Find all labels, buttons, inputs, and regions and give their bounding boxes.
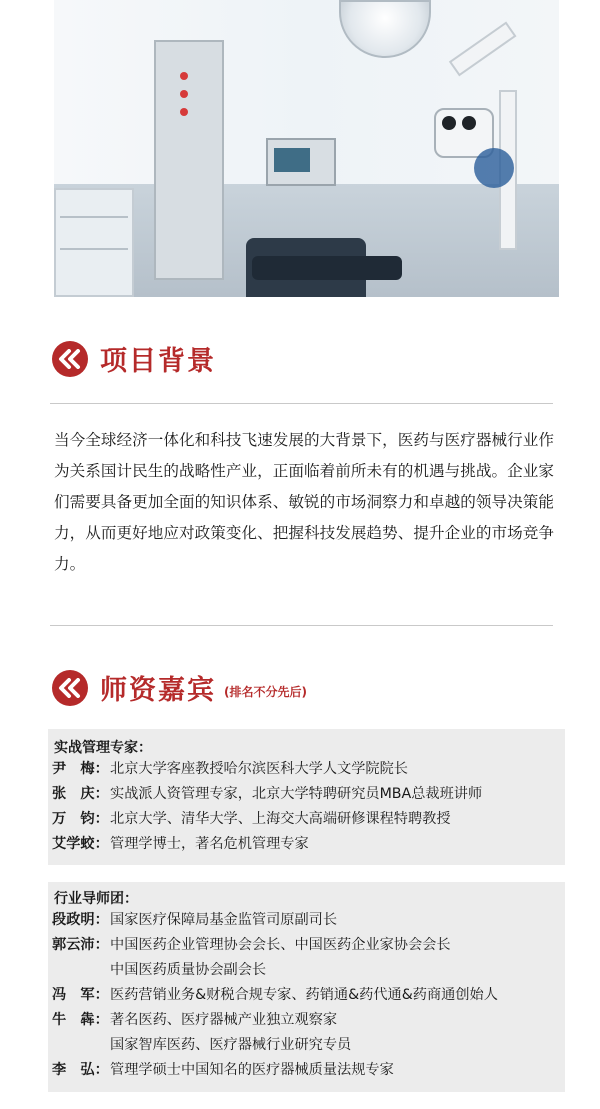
list-item [48, 782, 565, 807]
person-name [48, 958, 110, 983]
double-chevron-left-icon [52, 670, 88, 706]
hero-monitor-screen [274, 148, 310, 172]
background-section-header [52, 339, 216, 378]
hero-monitor [266, 138, 336, 186]
section-title: 项目背景 [100, 346, 216, 377]
divider [50, 403, 553, 404]
person-desc: 管理学博士，著名危机管理专家 [110, 836, 309, 852]
person-desc: 国家智库医药、医疗器械行业研究专员 [110, 1037, 352, 1053]
person-desc: 著名医药、医疗器械产业独立观察家 [110, 1012, 338, 1028]
person-desc: 中国医药企业管理协会会长、中国医药企业家协会会长 [110, 937, 451, 953]
person-name: 牛 犇： [52, 1012, 109, 1028]
background-paragraph: 当今全球经济一体化和科技飞速发展的大背景下，医药与医疗器械行业作为关系国计民生的战略性产业，正面临着前所未有的机遇与挑战。企业家们需要具备更加全面的知识体系、敏锐的市场洞察力和卓越的领导决策能力，从而更好地应对政策变化、把握科技发展趋势、提升企业的市场竞争力。 [54, 431, 554, 573]
hero-light [180, 90, 188, 98]
list-item [48, 1008, 565, 1033]
practical-experts-panel [48, 729, 565, 865]
person-desc: 管理学硕士中国知名的医疗器械质量法规专家 [110, 1062, 394, 1078]
hero-image [54, 0, 559, 297]
person-desc: 实战派人资管理专家，北京大学特聘研究员MBA总裁班讲师 [110, 786, 483, 802]
list-item [48, 933, 565, 958]
section-title: 师资嘉宾 [100, 675, 216, 706]
person-name: 尹 梅： [52, 761, 109, 777]
person-name: 万 钧： [52, 811, 109, 827]
list-item [48, 958, 565, 983]
divider [50, 625, 553, 626]
person-name: 李 弘： [52, 1062, 109, 1078]
list-item [48, 832, 565, 857]
person-desc: 中国医药质量协会副会长 [110, 962, 267, 978]
list-item [48, 1033, 565, 1058]
list-item [48, 983, 565, 1008]
person-name: 张 庆： [52, 786, 109, 802]
person-name [48, 1033, 110, 1058]
person-desc: 国家医疗保障局基金监管司原副司长 [110, 912, 338, 928]
person-desc: 医药营销业务&财税合规专家、药销通&药代通&药商通创始人 [110, 987, 498, 1003]
person-name: 段政明： [52, 912, 109, 928]
list-item [48, 1058, 565, 1083]
industry-mentors-panel [48, 882, 565, 1092]
person-desc: 北京大学客座教授哈尔滨医科大学人文学院院长 [110, 761, 408, 777]
hero-equipment-rack [154, 40, 224, 280]
section-note: (排名不分先后) [224, 685, 307, 699]
person-desc: 北京大学、清华大学、上海交大高端研修课程特聘教授 [110, 811, 451, 827]
faculty-section-header [52, 668, 307, 707]
hero-operating-table-top [252, 256, 402, 280]
panel-title: 行业导师团： [54, 891, 138, 907]
person-name: 艾学蛟： [52, 836, 109, 852]
hero-light [180, 72, 188, 80]
hero-light [180, 108, 188, 116]
panel-title: 实战管理专家： [54, 740, 152, 756]
list-item [48, 757, 565, 782]
double-chevron-left-icon [52, 341, 88, 377]
hero-blue-part [474, 148, 514, 188]
list-item [48, 807, 565, 832]
hero-cabinet [54, 188, 134, 297]
person-name: 冯 军： [52, 987, 109, 1003]
person-name: 郭云沛： [52, 937, 109, 953]
list-item [48, 908, 565, 933]
